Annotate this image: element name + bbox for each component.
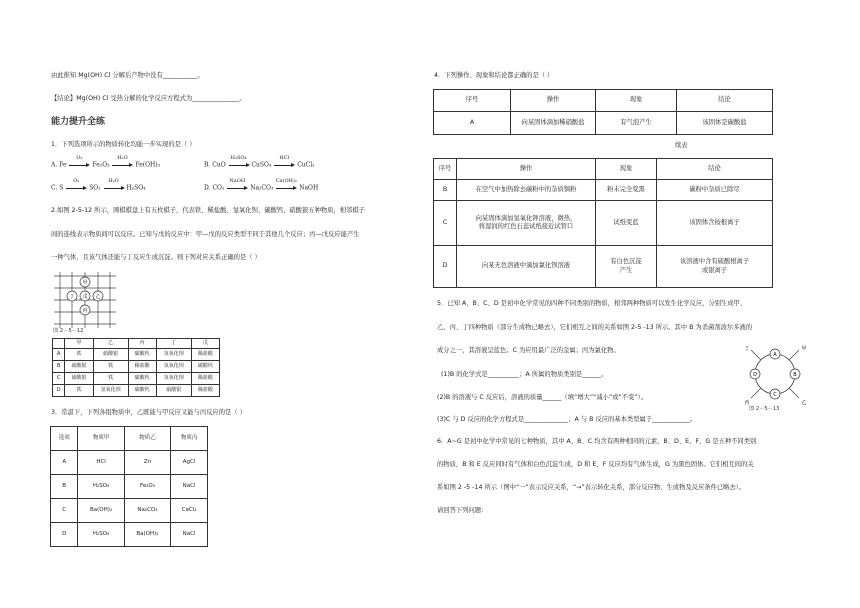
table-cell: 硝酸银 — [93, 349, 128, 361]
q5-line-1: 5．已知 A、B、C、D 是初中化学常见的四种不同类别的物质，相邻两种物质可以发生化学反应，分别生成甲、 — [437, 300, 747, 307]
table-cell: Ba(OH)₂ — [78, 499, 124, 523]
arrow-condition: H₂SO₄ — [230, 155, 247, 161]
table-cell — [657, 246, 773, 288]
table-cell: Na₂CO₃ — [124, 499, 170, 523]
table-row — [51, 475, 208, 499]
arrow-icon — [273, 155, 295, 170]
table-cell: 稀盐酸 — [191, 373, 219, 385]
table-row — [51, 499, 208, 523]
chain-item: CuO — [212, 161, 226, 169]
cycle-node-label: D — [753, 372, 757, 378]
table-cell: 铁 — [65, 385, 93, 397]
cycle-node-label: C — [773, 392, 777, 398]
table-row — [51, 523, 208, 547]
table-cell: NaCl — [171, 475, 208, 499]
product-label: 乙 — [801, 400, 807, 406]
q4-table-continued — [433, 158, 773, 288]
table-row — [51, 451, 208, 475]
table-cell: 氢氧化钡 — [93, 385, 128, 397]
arrow-icon — [228, 155, 250, 170]
arrow-condition: O₂ — [76, 155, 83, 161]
board-piece-label: 丁 — [69, 294, 75, 300]
product-label: 丙 — [744, 400, 750, 406]
table-cell: A — [53, 349, 65, 361]
conclusion-equation-line: 【结论】Mg(OH) Cl 受热分解的化学反应方程式为_______________。 — [51, 95, 246, 102]
table-header-cell: 结论 — [677, 90, 773, 112]
table-cell: 氢氧化钡 — [156, 349, 191, 361]
q1-stem: 1．下列选项所示的物质转化均能一步实现的是（ ） — [51, 141, 196, 148]
chain-item: NaOH — [299, 184, 319, 192]
table-header-cell: 丙 — [128, 339, 156, 349]
table-cell — [596, 246, 657, 288]
chain-item: Fe₂O₃ — [92, 161, 110, 169]
table-header-cell: 丁 — [156, 339, 191, 349]
chain-item: S — [59, 184, 64, 192]
table-cell: Fe₂O₃ — [124, 475, 170, 499]
table-row — [434, 246, 773, 288]
q4-table-main — [433, 89, 773, 135]
table-cell: D — [51, 523, 78, 547]
arrow-icon — [103, 178, 125, 193]
table-cell: A — [51, 451, 78, 475]
chain-item: Na₂CO₃ — [250, 184, 274, 192]
cell-line: 有白色沉淀 — [610, 258, 642, 265]
table-cell: HCl — [78, 451, 124, 475]
table-cell: D — [53, 385, 65, 397]
product-label: 丁 — [744, 346, 750, 352]
table-cell: C — [51, 499, 78, 523]
q5-subq-3: (3)C 与 D 反应的化学方程式是______________；A 与 B 反应的基本类型属于____________。 — [437, 416, 697, 423]
q5-subq-2: (2)B 的溶液与 C 反应后，溶液的质量______（填“增大”“减小”或“不变”）。 — [437, 394, 648, 401]
arrow-icon — [68, 155, 90, 170]
table-cell: 硝酸银 — [65, 361, 93, 373]
q2-line-3: 一种气体，且该气体还能与丁反应生成沉淀。则下列对应关系正确的是（ ） — [51, 254, 261, 261]
arrow-condition: H₂O — [108, 178, 119, 184]
chain-item: CO₂ — [212, 184, 225, 192]
table-cell: 铁 — [93, 361, 128, 373]
table-row — [53, 361, 220, 373]
table-header-cell: 序号 — [434, 90, 511, 112]
chain-item: CuCl₂ — [297, 161, 315, 169]
table-cell: B — [53, 361, 65, 373]
table-header-cell: 现象 — [596, 90, 677, 112]
q1-option-a — [51, 155, 160, 170]
arrow-condition: HCl — [279, 155, 290, 161]
q2-answer-table — [52, 338, 220, 397]
table-cell: H₂SO₄ — [78, 523, 124, 547]
table-cell: Zn — [124, 451, 170, 475]
go-board-figure — [52, 270, 118, 328]
q1-option-d — [204, 178, 319, 193]
arrow-condition: H₂O — [117, 155, 128, 161]
table-cell — [457, 201, 596, 246]
table-header-cell: 戊 — [191, 339, 219, 349]
arrow-condition: NaOH — [229, 178, 246, 184]
table-cell: C — [53, 373, 65, 385]
figure-caption-2-5-12: 图 2－5－12 — [53, 328, 84, 334]
table-cell: 碳酸钙 — [128, 373, 156, 385]
arrow-condition: Ca(OH)₂ — [275, 178, 297, 184]
q1-a-label: A. — [51, 161, 58, 169]
table-cell: 氢氧化钡 — [156, 361, 191, 373]
table-row — [434, 180, 773, 201]
q6-line-4: 请回答下列问题： — [437, 507, 488, 514]
section-title: 能力提升全练 — [51, 117, 106, 127]
table-cell: B — [434, 180, 457, 201]
q3-stem: 3．常温下，下列各组物质中，乙既能与甲反应又能与丙反应的是（ ） — [51, 409, 246, 416]
table-cell: 铁 — [93, 373, 128, 385]
table-cell: 有气泡产生 — [596, 112, 677, 135]
cell-line: 将湿润的红色石蕊试纸接近试管口 — [478, 223, 574, 230]
table-header-cell: 乙 — [93, 339, 128, 349]
table-cell: 该固体含铵根离子 — [657, 201, 773, 246]
table-cell: 向某无色溶液中滴加氯化钡溶液 — [457, 246, 596, 288]
q1-d-label: D. — [204, 184, 211, 192]
table-row — [53, 349, 220, 361]
table-header-cell: 选项 — [51, 427, 78, 451]
table-cell: B — [51, 475, 78, 499]
table-cell: 稀盐酸 — [191, 385, 219, 397]
table-cell: 稀盐酸 — [191, 349, 219, 361]
q6-line-3: 系如图 2 -5 -14 所示（图中“一”表示反应关系，“→”表示转化关系，部分反应物、生成物及反应条件已略去）。 — [437, 484, 746, 491]
cycle-diagram-figure — [741, 342, 811, 408]
table-cell: D — [434, 246, 457, 288]
table-cell: 碳酸钙 — [128, 349, 156, 361]
arrow-icon — [226, 178, 248, 193]
table-cell: 稀盐酸 — [128, 361, 156, 373]
table-cell: H₂SO₄ — [78, 475, 124, 499]
table-header-cell: 物质甲 — [78, 427, 124, 451]
table-cell: 粉末完全变黑 — [596, 180, 657, 201]
board-piece-label: 戊 — [82, 294, 88, 300]
q6-line-2: 的物质，B 和 E 反应同时有气体和白色沉淀生成，D 和 E、F 反应均有气体生成，G 为黑色固体。它们相互间的关 — [437, 461, 754, 468]
q5-subq-1: (1)B 的化学式是__________；A 所属的物质类别是______。 — [441, 371, 608, 378]
arrow-icon — [275, 178, 297, 193]
continued-label: 续表 — [675, 142, 688, 149]
arrow-icon — [65, 178, 87, 193]
q1-b-label: B. — [204, 161, 211, 169]
chain-item: CuSO₄ — [251, 161, 272, 169]
table-cell: A — [434, 112, 511, 135]
product-label: 甲 — [801, 346, 807, 352]
table-header-cell: 操作 — [457, 159, 596, 180]
table-header-cell: 物质丙 — [171, 427, 208, 451]
q5-line-2: 乙、丙、丁四种物质（部分生成物已略去），它们相互之间的关系如图 2-5 -13 所示。其中 B 为杀菌剂波尔多液的 — [437, 324, 753, 331]
q5-line-3: 成分之一，其溶液呈蓝色；C 为应用最广泛的金属；丙为氯化物。 — [437, 347, 620, 354]
cycle-node-label: A — [773, 352, 777, 358]
table-header-cell: 结论 — [657, 159, 773, 180]
board-piece-label: 丙 — [82, 308, 88, 314]
table-cell: CaCl₂ — [171, 499, 208, 523]
cell-line: 该溶液中含有硫酸根离子 — [679, 258, 750, 265]
board-piece-label: 甲 — [82, 280, 88, 286]
table-cell: NaCl — [171, 523, 208, 547]
cell-line: 向某固体滴加氢氧化钾溶液，微热， — [475, 214, 577, 222]
table-cell: 碳粉中杂质已除尽 — [657, 180, 773, 201]
cell-line: 或银离子 — [701, 266, 728, 274]
arrow-icon — [111, 155, 133, 170]
chain-item: H₂SO₄ — [126, 184, 146, 192]
table-cell: 向某固体滴加稀硝酸盐 — [511, 112, 596, 135]
table-row — [434, 112, 773, 135]
table-row — [53, 373, 220, 385]
table-row — [53, 385, 220, 397]
table-cell: C — [434, 201, 457, 246]
chain-item: Fe — [59, 161, 67, 169]
table-cell: 氢氧化钡 — [156, 373, 191, 385]
table-cell: 碳酸钙 — [191, 361, 219, 373]
table-cell: 硝酸银 — [156, 385, 191, 397]
table-row — [434, 201, 773, 246]
table-header-cell: 现象 — [596, 159, 657, 180]
q1-option-b — [204, 155, 315, 170]
table-cell: 铁 — [65, 349, 93, 361]
table-cell: 在空气中加热除去碳粉中的杂质铜粉 — [457, 180, 596, 201]
table-cell: 该固体是碳酸盐 — [677, 112, 773, 135]
conclusion-blank-line: 由此推知 Mg(OH) Cl 分解后产物中没有___________。 — [51, 72, 204, 79]
chain-item: Fe(OH)₃ — [135, 161, 160, 169]
table-cell: AgCl — [171, 451, 208, 475]
table-cell: 硝酸银 — [65, 373, 93, 385]
table-cell: Ba(OH)₂ — [124, 523, 170, 547]
q2-line-1: 2.如图 2-5-12 所示，围棋棋盘上有五枚棋子，代表铁、稀盐酸、氢氧化钡、碳酸钙、硝酸银五种物质，相邻棋子 — [51, 207, 365, 214]
q6-line-1: 6．A~G 是初中化学中常见的七种物质，其中 A、B、C 均含有两种相同的元素，B、D、E、F、G 是五种不同类别 — [437, 438, 757, 445]
q4-stem: 4．下列操作、现象和结论都正确的是（ ） — [434, 72, 554, 79]
q1-c-label: C. — [51, 184, 58, 192]
q2-line-2: 间的连线表示物质间可以反应。已知与戊的反应中：甲—戊的反应类型不同于其他几个反应；丙—戊反应能产生 — [51, 231, 360, 238]
arrow-condition: O₂ — [73, 178, 80, 184]
table-cell: 碳酸钙 — [128, 385, 156, 397]
table-header-cell: 操作 — [511, 90, 596, 112]
q3-table — [50, 426, 208, 547]
table-header-cell: 物质乙 — [124, 427, 170, 451]
table-header-cell: 甲 — [65, 339, 93, 349]
board-piece-label: 乙 — [95, 294, 101, 300]
figure-caption-2-5-13: 图 2－5－13 — [749, 406, 780, 412]
table-cell: 试纸变蓝 — [596, 201, 657, 246]
table-header-cell — [53, 339, 65, 349]
table-header-cell: 序号 — [434, 159, 457, 180]
cell-line: 产生 — [619, 266, 633, 274]
cycle-node-label: B — [793, 372, 797, 378]
q1-option-c — [51, 178, 146, 193]
chain-item: SO₂ — [89, 184, 101, 192]
